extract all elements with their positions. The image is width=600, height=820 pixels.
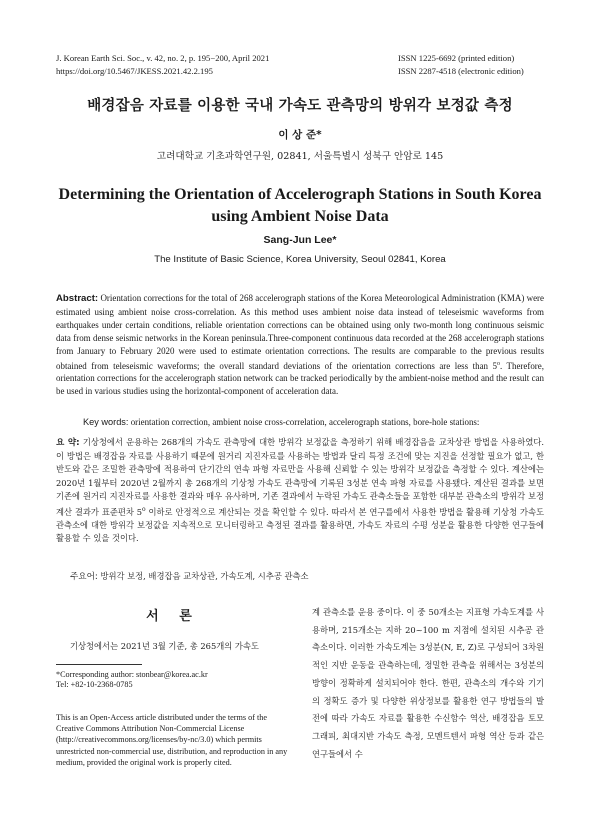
abstract-korean-text: 기상청에서 운용하는 268개의 가속도 관측망에 대한 방위각 보정값을 측정하기 위해 배경잡음을 교차상관 방법을 사용하였다. 이 방법은 배경잡음 자료를 사용하기 때문에 원거리 지진자료를 사용하는 방법과 달리 특정 조건에 맞는 지진을 선정할 필요가 없고, 한반도와 같은 조밀한 관측망에 적용하여 단기간의 연속 파형 자료만을 사용해 신뢰할 수 있는 방위각 보정값을 측정할 수 있다. 계산에는 2020년 1월부터 2020년 2월까지 총 268개의 기상청 가속도 관측망에 기록된 3성분 연속 파형 자료를 사용됐다. 계산된 결과를 보면 기존에 원거리 지진자료를 사용한 결과와 매우 유사하며, 기존 결과에서 누락된 가속도 관측소들을 포함한 대부분 관측소의 방위각 보정 계산 결과가 표준편차 5 xyxy=(56,437,544,517)
affiliation-english: The Institute of Basic Science, Korea University, Seoul 02841, Korea xyxy=(154,254,446,265)
issn-header xyxy=(398,52,524,77)
intro-paragraph-start: 기상청에서는 2021년 3월 기준, 총 265개의 가속도 xyxy=(70,641,259,651)
section-title-introduction: 서 론 xyxy=(146,609,200,624)
corresponding-author-footnote xyxy=(56,670,288,691)
right-column xyxy=(312,604,544,763)
keywords-korean-text: 방위각 보정, 배경잡음 교차상관, 가속도계, 시추공 관측소 xyxy=(97,571,309,581)
keywords-korean-label: 주요어: xyxy=(70,572,98,582)
doi-link[interactable]: https://doi.org/10.5467/JKESS.2021.42.2.195 xyxy=(56,65,213,76)
footnote-divider xyxy=(56,664,142,665)
keywords-korean xyxy=(70,570,540,584)
keywords-text: orientation correction, ambient noise cross-correlation, accelerograph stations, bore-hole stations: xyxy=(128,417,480,427)
abstract-text-end: . Therefore, orientation corrections for the accelerograph station network can be tracked periodically by the ambient-noise method and the result can be used in various studies using the horizontal-component of acceleration data. xyxy=(56,360,544,397)
title-english xyxy=(0,184,600,228)
license-notice: This is an Open-Access article distributed under the terms of the Creative Commons Attribution Non-Commercial License (http://creativecommons.org/licenses/by-nc/3.0) which permits unrestricted non-commercial use, distribution, and reproduction in any medium, provided the original work is properly cited. xyxy=(56,713,288,767)
affiliation-korean: 고려대학교 기초과학연구원, 02841, 서울특별시 성북구 안암로 145 xyxy=(156,151,444,162)
keywords-label: Key words: xyxy=(83,417,129,427)
issn-print: ISSN 1225-6692 (printed edition) xyxy=(398,53,515,63)
journal-citation: J. Korean Earth Sci. Soc., v. 42, no. 2, p. 195−200, April 2021 xyxy=(56,53,270,63)
title-english-line1: Determining the Orientation of Accelerograph Stations in South Korea xyxy=(58,186,542,203)
issn-electronic: ISSN 2287-4518 (electronic edition) xyxy=(398,65,524,76)
abstract-label: Abstract: xyxy=(56,293,99,304)
abstract-text: Orientation corrections for the total of 268 accelerograph stations of the Korea Meteorological Administration (KMA) were estimated using ambient noise cross-correlation. As this method uses ambient noise data instead of teleseismic waveforms from earthquakes under certain conditions, reliable orientation corrections can be obtained using only two-month long continuous seismic data from dense seismic networks in the Korean peninsula.Three-component continuous data recorded at the 268 accelerograph stations from January to February 2020 were used to estimate orientation corrections. The results are comparable to the previous results obtained from teleseismic waveforms; the overall standard deviations of the orientation corrections are less than 5 xyxy=(56,293,544,371)
abstract-korean xyxy=(56,436,544,545)
footnote-phone: Tel: +82-10-2368-0785 xyxy=(56,680,133,690)
keywords-english xyxy=(83,416,543,429)
abstract-korean-label: 요 약: xyxy=(56,438,80,448)
degree-symbol: o xyxy=(496,360,500,367)
title-english-line2: using Ambient Noise Data xyxy=(211,208,389,225)
left-column xyxy=(56,605,290,656)
abstract-english xyxy=(56,292,544,398)
abstract-korean-text-end: 이하로 안정적으로 계산되는 것을 확인할 수 있다. 따라서 본 연구를에서 사용한 방법을 활용해 기상청 가속도 관측소에 대한 방위각 보정값을 지속적으로 모니터링하고 측정된 결과를 활용하면, 가속도 자료의 수평 성분을 활용한 다양한 연구들에 활용할 수 있을 것이다. xyxy=(56,506,545,544)
title-korean: 배경잡음 자료를 이용한 국내 가속도 관측망의 방위각 보정값 측정 xyxy=(87,98,513,114)
author-english: Sang-Jun Lee* xyxy=(263,234,337,246)
degree-symbol-korean: o xyxy=(142,506,146,514)
footnote-email: *Corresponding author: stonbear@korea.ac.kr xyxy=(56,670,208,679)
author-korean: 이 상 준* xyxy=(278,129,322,141)
journal-header xyxy=(56,52,269,77)
intro-paragraph-continued: 계 관측소를 운용 중이다. 이 중 50개소는 지표형 가속도계를 사용하며, 215개소는 지하 20~100 m 지점에 설치된 시추공 관측소이다. 이러한 가속도계는 3성분(N, E, Z)로 구성되어 3차원적인 지반 운동을 관측하는데, 정밀한 관측을 위해서는 3성분의 방향이 정확하게 설치되어야 한다. 한편, 관측소의 개수와 기기의 정확도 증가 및 다양한 위상정보를 활용한 연구 방법들의 발전에 따라 가속도 자료를 활용한 수신함수 역산, 배경잡음 토모그래피, 최대지반 가속도 측정, 모멘트텐서 파형 역산 등과 같은 연구들에서 수 xyxy=(312,607,544,759)
